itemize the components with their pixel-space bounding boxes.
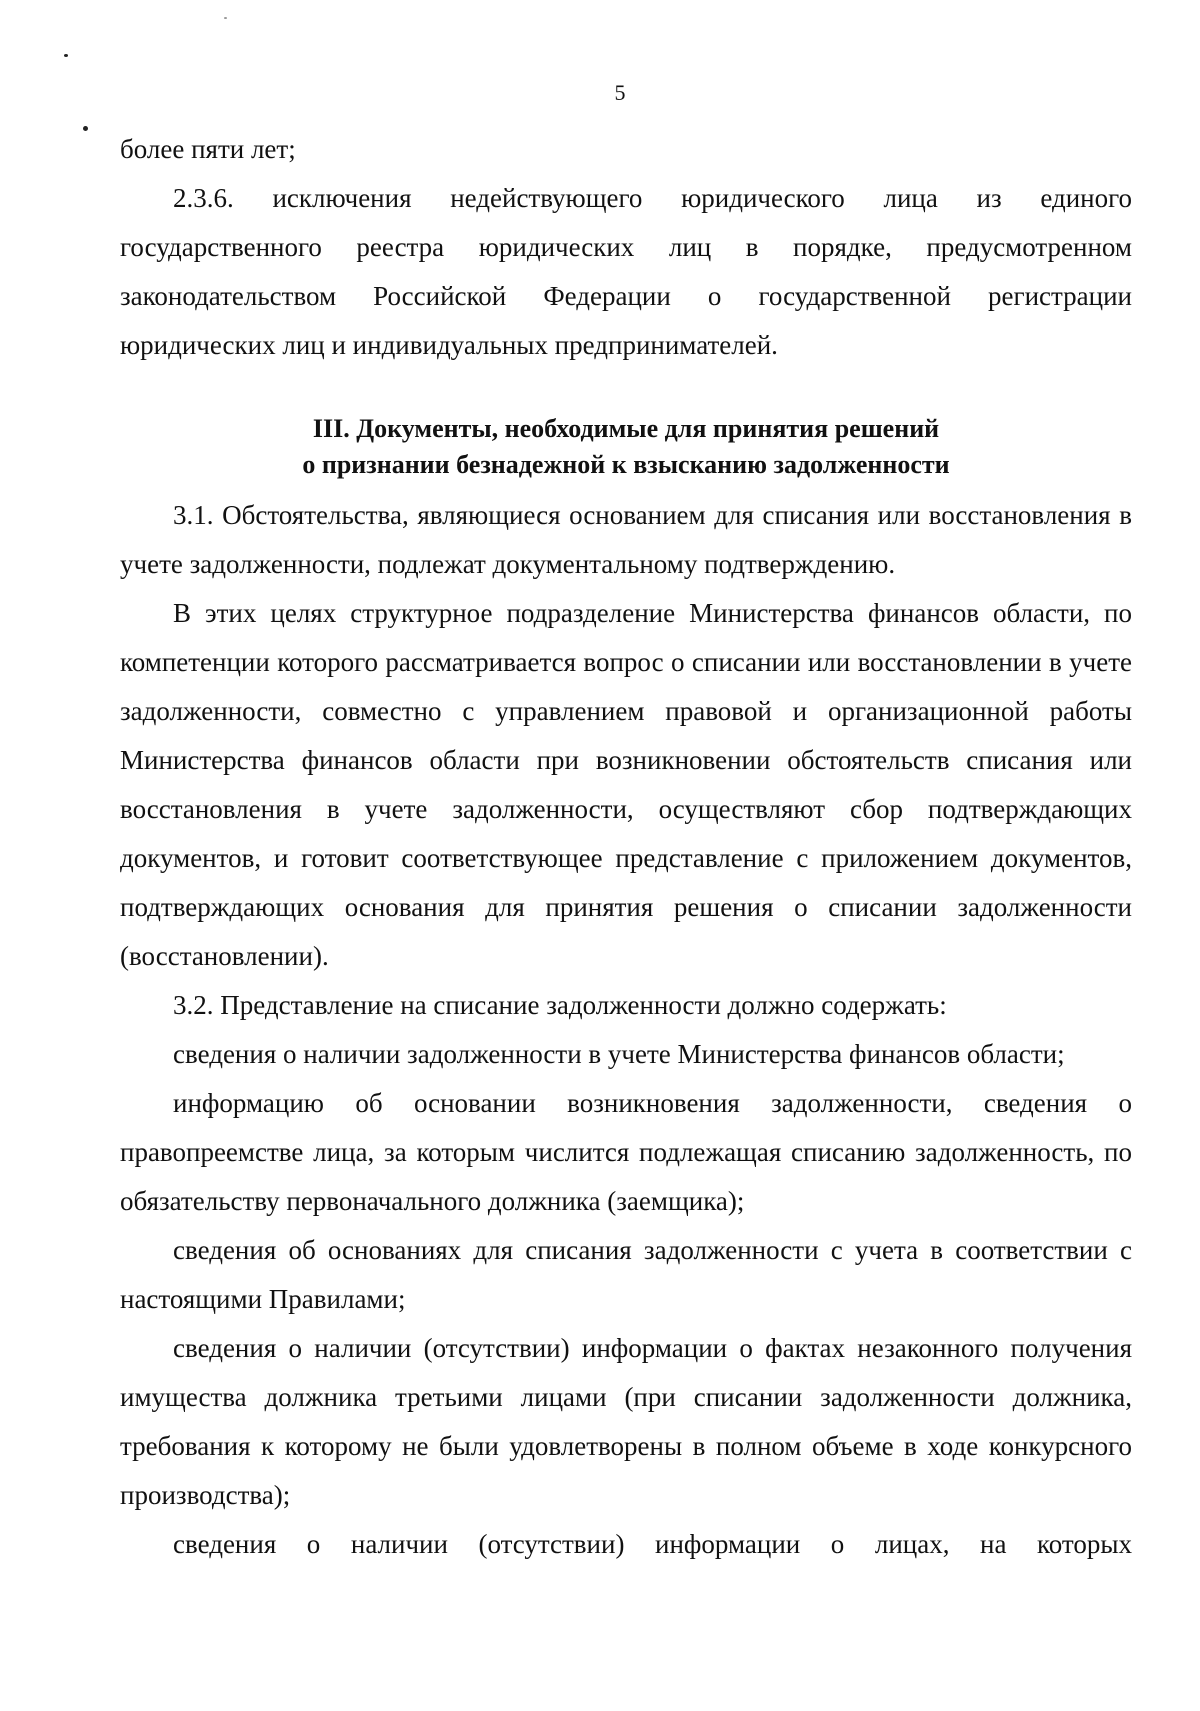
scan-speck	[64, 54, 68, 57]
scan-speck	[83, 126, 88, 131]
section-heading	[120, 411, 1132, 483]
document-body	[120, 125, 1132, 1569]
page-number: 5	[614, 80, 626, 105]
paragraph: 3.1. Обстоятельства, являющиеся основанием для списания или восстановления в учете задолженности, подлежат документальному подтверждению.	[120, 500, 1132, 579]
section-heading-line: о признании безнадежной к взысканию задолженности	[302, 450, 950, 479]
paragraph: более пяти лет;	[120, 134, 296, 164]
paragraph: информацию об основании возникновения задолженности, сведения о правопреемстве лица, за которым числится подлежащая списанию задолженность, по обязательству первоначального должника (заемщика);	[120, 1088, 1132, 1216]
paragraph: 2.3.6. исключения недействующего юридического лица из единого государственного реестра юридических лиц в порядке, предусмотренном законодательством Российской Федерации о государственной регистрации юридических лиц и индивидуальных предпринимателей.	[120, 183, 1132, 360]
paragraph: сведения о наличии задолженности в учете Министерства финансов области;	[173, 1039, 1065, 1069]
paragraph: 3.2. Представление на списание задолженности должно содержать:	[173, 990, 947, 1020]
paragraph: сведения об основаниях для списания задолженности с учета в соответствии с настоящими Правилами;	[120, 1235, 1132, 1314]
paragraph: сведения о наличии (отсутствии) информации о лицах, на которых	[173, 1529, 1132, 1559]
scan-speck	[224, 17, 227, 19]
section-heading-line: III. Документы, необходимые для принятия решений	[312, 414, 940, 443]
paragraph: сведения о наличии (отсутствии) информации о фактах незаконного получения имущества должника третьими лицами (при списании задолженности должника, требования к которому не были удовлетворены в полном объеме в ходе конкурсного производства);	[120, 1333, 1132, 1510]
paragraph: В этих целях структурное подразделение Министерства финансов области, по компетенции которого рассматривается вопрос о списании или восстановлении в учете задолженности, совместно с управлением правовой и организационной работы Министерства финансов области при возникновении обстоятельств списания или восстановления в учете задолженности, осуществляют сбор подтверждающих документов, и готовит соответствующее представление с приложением документов, подтверждающих основания для принятия решения о списании задолженности (восстановлении).	[120, 598, 1132, 971]
